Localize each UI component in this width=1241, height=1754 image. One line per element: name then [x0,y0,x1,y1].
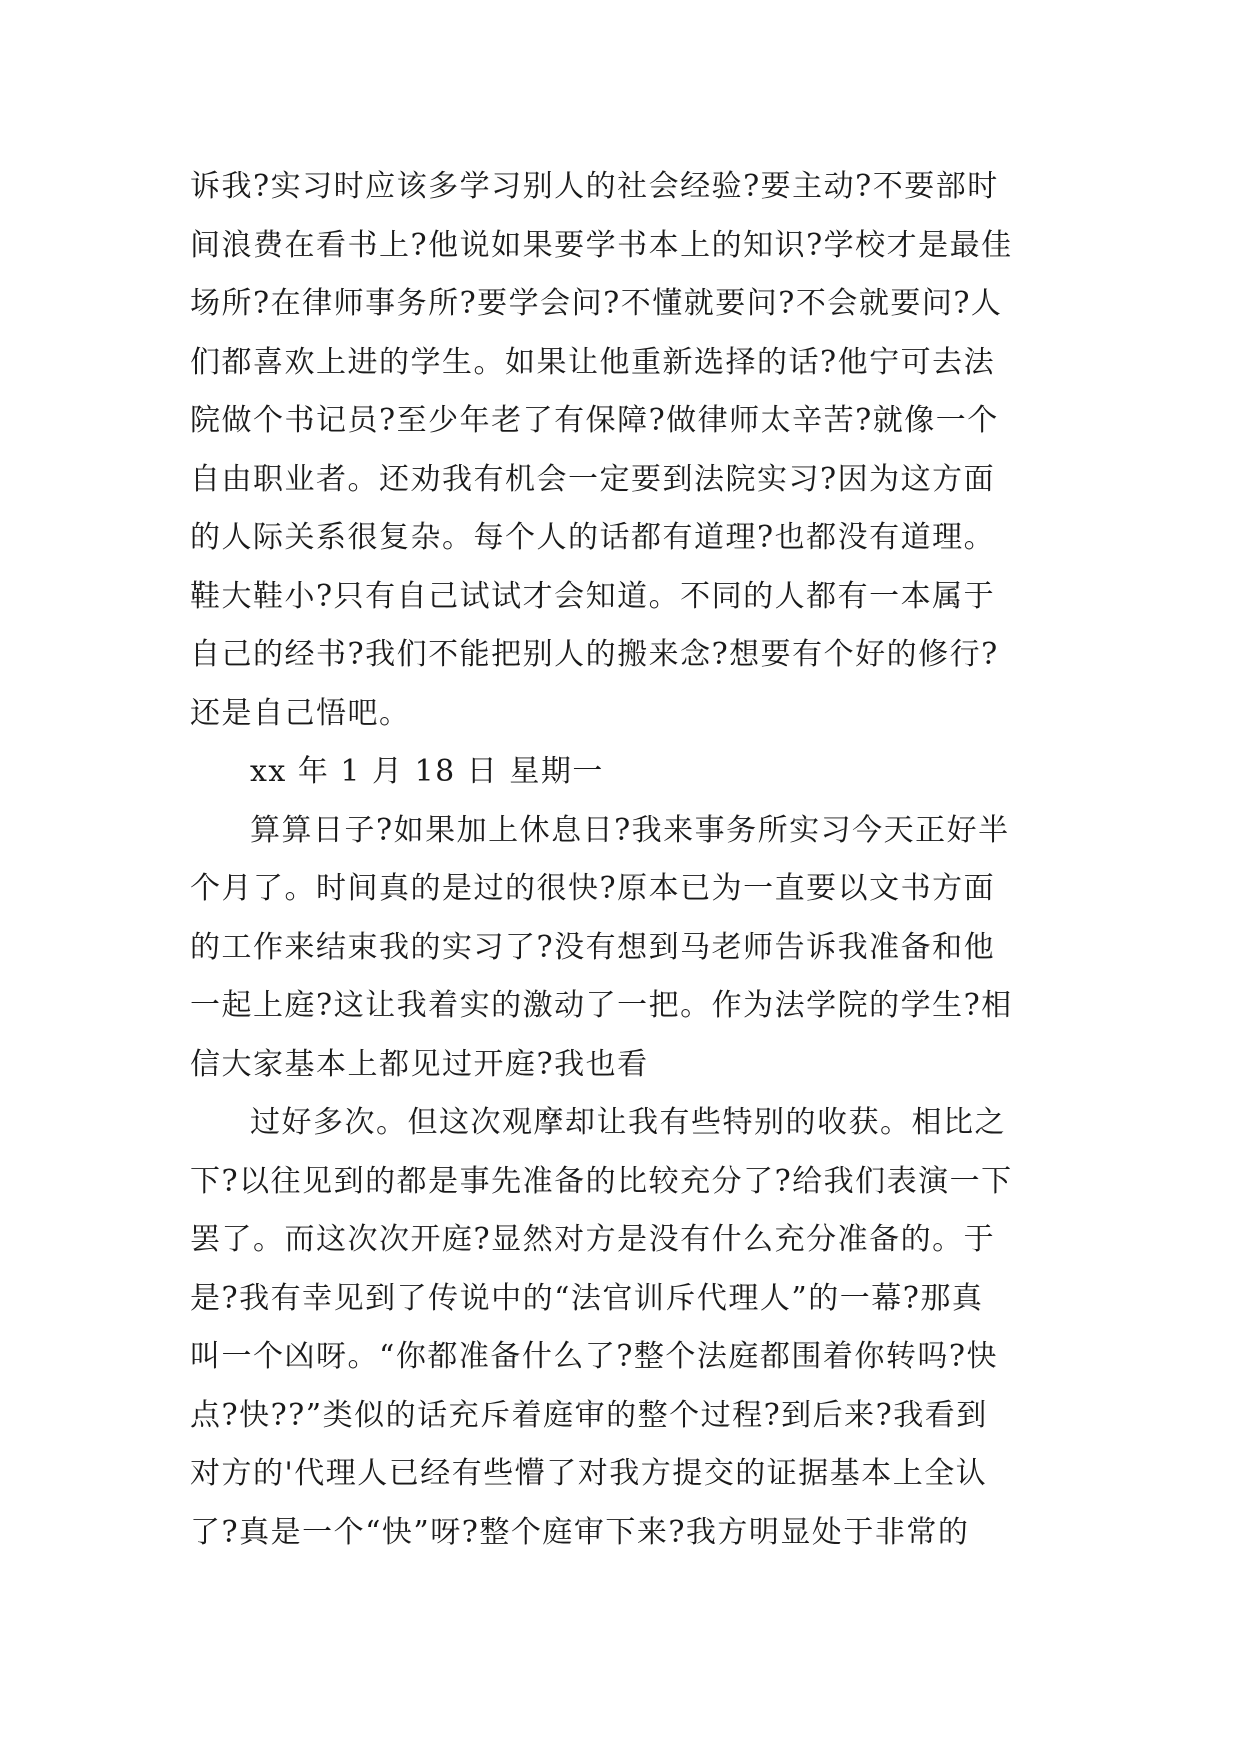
text-line: 下?以往见到的都是事先准备的比较充分了?给我们表演一下 [190,1163,1013,1199]
date-heading: xx 年 1 月 18 日 星期一 [250,754,604,789]
text-line: 诉我?实习时应该多学习别人的社会经验?要主动?不要部时 [190,169,999,204]
text-line: 场所?在律师事务所?要学会问?不懂就要问?不会就要问?人 [190,286,1003,321]
text-line: 信大家基本上都见过开庭?我也看 [190,1046,649,1082]
text-line: 自由职业者。还劝我有机会一定要到法院实习?因为这方面 [190,461,996,497]
text-line: 了?真是一个“快”呀?整个庭审下来?我方明显处于非常的 [190,1514,970,1550]
text-line: 的人际关系很复杂。每个人的话都有道理?也都没有道理。 [190,520,996,555]
text-line: 一起上庭?这让我着实的激动了一把。作为法学院的学生?相 [190,988,1013,1023]
text-line: 院做个书记员?至少年老了有保障?做律师太辛苦?就像一个 [190,403,999,438]
text-line: 叫一个凶呀。“你都准备什么了?整个法庭都围着你转吗?快 [190,1339,999,1374]
text-line: 还是自己悟吧。 [190,695,411,731]
text-line: 个月了。时间真的是过的很快?原本已为一直要以文书方面 [190,871,996,906]
text-line: 算算日子?如果加上休息日?我来事务所实习今天正好半 [250,812,1010,848]
text-line: 罢了。而这次次开庭?显然对方是没有什么充分准备的。于 [190,1222,996,1257]
text-line: 过好多次。但这次观摩却让我有些特别的收获。相比之 [250,1105,1006,1140]
text-line: 间浪费在看书上?他说如果要学书本上的知识?学校才是最佳 [190,227,1013,263]
text-line: 的工作来结束我的实习了?没有想到马老师告诉我准备和他 [190,929,996,965]
text-line: 点?快??”类似的话充斥着庭审的整个过程?到后来?我看到 [190,1397,988,1433]
document-body [190,158,1060,1562]
text-line: 鞋大鞋小?只有自己试试才会知道。不同的人都有一本属于 [190,578,996,614]
text-line: 是?我有幸见到了传说中的“法官训斥代理人”的一幕?那真 [190,1280,984,1316]
text-line: 自己的经书?我们不能把别人的搬来念?想要有个好的修行? [190,637,999,672]
text-line: 们都喜欢上进的学生。如果让他重新选择的话?他宁可去法 [190,344,996,380]
text-line: 对方的'代理人已经有些懵了对我方提交的证据基本上全认 [190,1456,988,1491]
